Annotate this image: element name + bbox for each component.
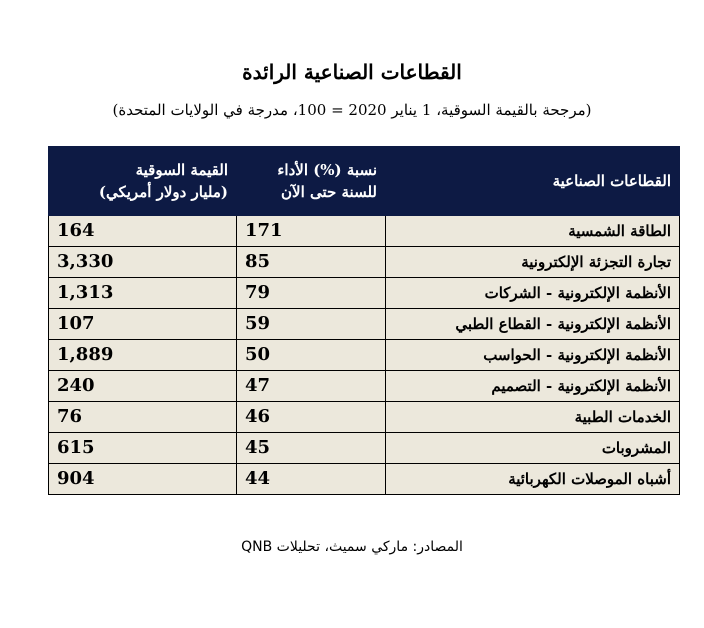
cell-sector: أشباه الموصلات الكهربائية [386,464,680,495]
cell-sector: الأنظمة الإلكترونية - التصميم [386,371,680,402]
cell-market-value: 164 [49,216,237,247]
cell-market-value: 904 [49,464,237,495]
header-performance-line1: نسبة (%) الأداء [277,161,377,179]
cell-market-value: 107 [49,309,237,340]
header-sector-label: القطاعات الصناعية [552,172,671,190]
table-row [49,309,680,340]
table-row [49,340,680,371]
table-row [49,402,680,433]
cell-sector: الأنظمة الإلكترونية - الحواسب [386,340,680,371]
source-note: المصادر: ماركي سميث، تحليلات QNB [241,539,463,555]
cell-sector: المشروبات [386,433,680,464]
table-row [49,371,680,402]
document-subtitle: (مرجحة بالقيمة السوقية، 1 يناير 2020 = 100، مدرجة في الولايات المتحدة) [112,101,592,119]
table-row [49,216,680,247]
header-row [49,147,680,216]
cell-performance: 47 [237,371,386,402]
header-market-value [49,147,237,216]
cell-performance: 44 [237,464,386,495]
header-value-line2: (مليار دولار أمريكي) [98,183,228,201]
table-header [49,147,680,216]
cell-sector: الطاقة الشمسية [386,216,680,247]
cell-performance: 79 [237,278,386,309]
sectors-table-container [48,146,671,504]
header-value-line1: القيمة السوقية [135,161,228,179]
cell-market-value: 1,313 [49,278,237,309]
table-body [49,216,680,495]
cell-market-value: 3,330 [49,247,237,278]
cell-performance: 45 [237,433,386,464]
cell-performance: 85 [237,247,386,278]
cell-sector: الأنظمة الإلكترونية - الشركات [386,278,680,309]
cell-market-value: 1,889 [49,340,237,371]
header-performance [237,147,386,216]
cell-performance: 59 [237,309,386,340]
table-row [49,464,680,495]
cell-performance: 46 [237,402,386,433]
cell-market-value: 240 [49,371,237,402]
cell-sector: الخدمات الطبية [386,402,680,433]
document-title: القطاعات الصناعية الرائدة [242,60,462,84]
table-row [49,247,680,278]
table-row [49,433,680,464]
cell-performance: 50 [237,340,386,371]
cell-sector: الأنظمة الإلكترونية - القطاع الطبي [386,309,680,340]
cell-sector: تجارة التجزئة الإلكترونية [386,247,680,278]
cell-market-value: 615 [49,433,237,464]
cell-performance: 171 [237,216,386,247]
table-row [49,278,680,309]
header-performance-line2: للسنة حتى الآن [281,183,377,201]
cell-market-value: 76 [49,402,237,433]
sectors-table [48,146,680,495]
header-sector [386,147,680,216]
